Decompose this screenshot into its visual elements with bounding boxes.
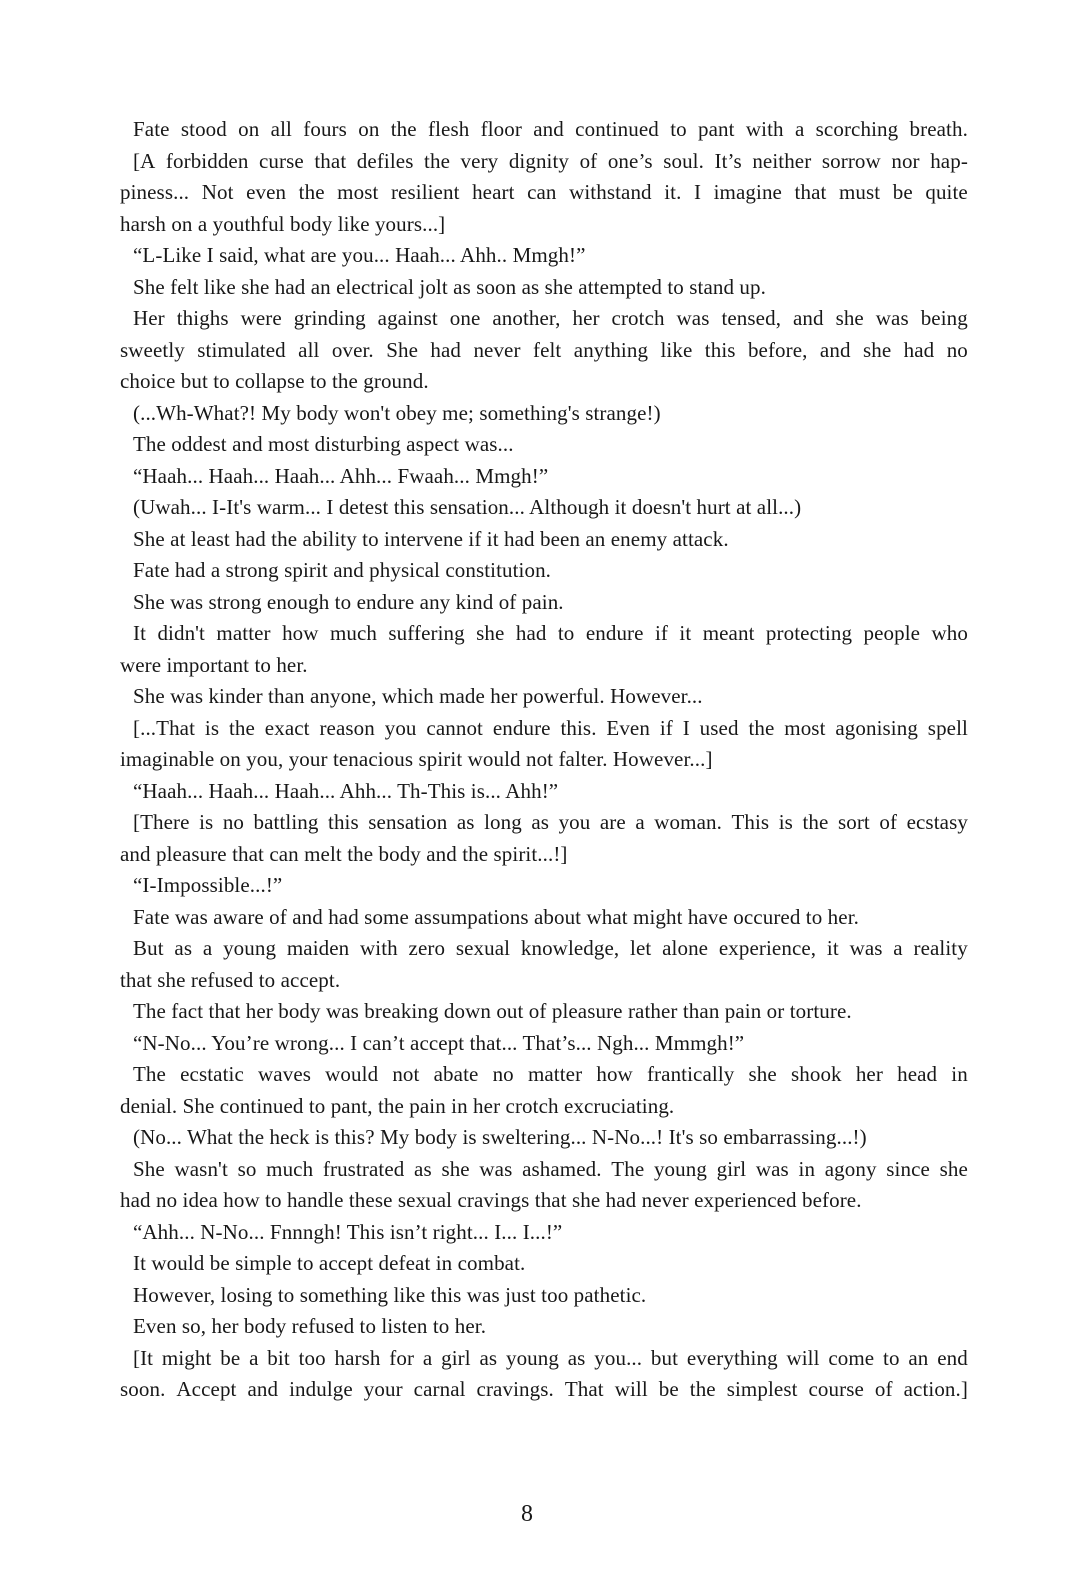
page-number: 8 bbox=[521, 1501, 533, 1527]
text-line: However, losing to something like this was just too pathetic. bbox=[133, 1282, 647, 1307]
text-line: Fate stood on all fours on the flesh floor and continued to pant with a scorching breath. bbox=[133, 117, 968, 141]
text-line: [It might be a bit too harsh for a girl as young as you... but everything will come to an end bbox=[133, 1345, 968, 1370]
text-line: had no idea how to handle these sexual cravings that she had never experienced before. bbox=[120, 1188, 862, 1212]
text-line: “Haah... Haah... Haah... Ahh... Th-This is... Ahh!” bbox=[133, 778, 559, 803]
text-line: “I-Impossible...!” bbox=[133, 873, 283, 897]
text-line: denial. She continued to pant, the pain in her crotch excruciating. bbox=[120, 1093, 675, 1118]
text-block bbox=[120, 114, 968, 1406]
text-line: piness... Not even the most resilient heart can withstand it. I imagine that must be quite bbox=[120, 180, 968, 204]
text-line: “Haah... Haah... Haah... Ahh... Fwaah... Mmgh!” bbox=[133, 463, 549, 488]
text-line: She felt like she had an electrical jolt as soon as she attempted to stand up. bbox=[133, 274, 766, 299]
text-line: “Ahh... N-No... Fnnngh! This isn’t right... I... I...!” bbox=[133, 1219, 563, 1244]
text-line: Even so, her body refused to listen to her. bbox=[133, 1314, 487, 1338]
text-line: “L-Like I said, what are you... Haah... Ahh.. Mmgh!” bbox=[133, 243, 586, 267]
text-line: She was strong enough to endure any kind of pain. bbox=[133, 589, 564, 614]
text-line: (Uwah... I-It's warm... I detest this sensation... Although it doesn't hurt at all...) bbox=[133, 495, 802, 519]
text-line: (...Wh-What?! My body won't obey me; something's strange!) bbox=[133, 400, 661, 425]
text-line: The ecstatic waves would not abate no matter how frantically she shook her head in bbox=[133, 1062, 968, 1086]
text-line: Fate was aware of and had some assumpations about what might have occured to her. bbox=[133, 904, 859, 929]
text-line: Her thighs were grinding against one another, her crotch was tensed, and she was being bbox=[133, 306, 968, 330]
text-line: and pleasure that can melt the body and the spirit...!] bbox=[120, 841, 568, 866]
text-line: Fate had a strong spirit and physical constitution. bbox=[133, 558, 552, 582]
text-line: She at least had the ability to intervene if it had been an enemy attack. bbox=[133, 526, 729, 551]
text-line: imaginable on you, your tenacious spirit would not falter. However...] bbox=[120, 747, 713, 771]
text-line: [There is no battling this sensation as long as you are a woman. This is the sort of ecstasy bbox=[133, 810, 968, 834]
text-line: “N-No... You’re wrong... I can’t accept that... That’s... Ngh... Mmmgh!” bbox=[133, 1030, 745, 1055]
text-line: It didn't matter how much suffering she had to endure if it meant protecting people who bbox=[133, 621, 968, 645]
text-line: choice but to collapse to the ground. bbox=[120, 369, 429, 393]
text-line: sweetly stimulated all over. She had never felt anything like this before, and she had no bbox=[120, 337, 968, 362]
text-line: She was kinder than anyone, which made her powerful. However... bbox=[133, 684, 703, 708]
text-line: (No... What the heck is this? My body is sweltering... N-No...! It's so embarrassing...!) bbox=[133, 1125, 867, 1149]
text-line: The oddest and most disturbing aspect was... bbox=[133, 432, 514, 456]
text-line: soon. Accept and indulge your carnal cravings. That will be the simplest course of action.] bbox=[120, 1377, 968, 1401]
text-line: The fact that her body was breaking down out of pleasure rather than pain or torture. bbox=[133, 999, 852, 1023]
text-line: But as a young maiden with zero sexual knowledge, let alone experience, it was a reality bbox=[133, 936, 968, 960]
text-line: [A forbidden curse that defiles the very dignity of one’s soul. It’s neither sorrow nor hap- bbox=[133, 148, 968, 173]
text-line: harsh on a youthful body like yours...] bbox=[120, 211, 446, 236]
text-line: [...That is the exact reason you cannot endure this. Even if I used the most agonising spell bbox=[133, 715, 968, 740]
text-line: She wasn't so much frustrated as she was ashamed. The young girl was in agony since she bbox=[133, 1156, 968, 1181]
text-line: It would be simple to accept defeat in combat. bbox=[133, 1251, 526, 1275]
text-line: were important to her. bbox=[120, 652, 308, 677]
text-line: that she refused to accept. bbox=[120, 967, 341, 992]
